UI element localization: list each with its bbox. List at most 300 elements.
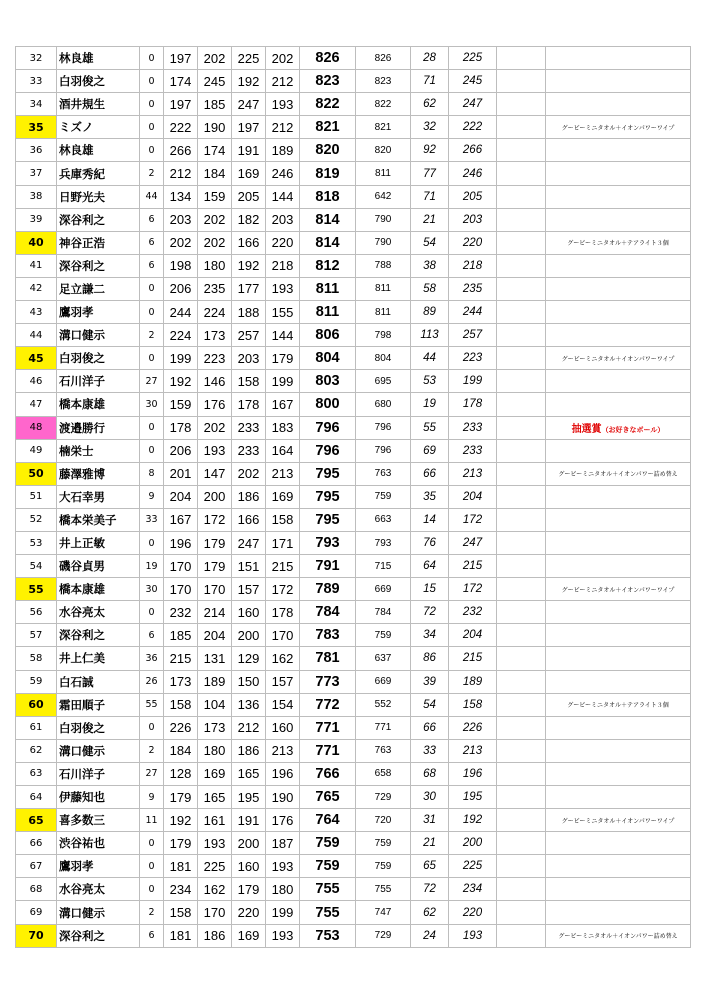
total-cell: 818 [300, 185, 356, 208]
high-game-cell: 213 [449, 462, 497, 485]
value-cell: 58 [411, 277, 449, 300]
game1-cell: 192 [164, 370, 198, 393]
game1-cell: 170 [164, 578, 198, 601]
high-game-cell: 203 [449, 208, 497, 231]
handicap-cell: 9 [140, 485, 164, 508]
handicap-cell: 0 [140, 347, 164, 370]
player-name-cell [57, 901, 140, 924]
total-cell: 811 [300, 301, 356, 324]
value-cell: 39 [411, 670, 449, 693]
prize-cell [546, 832, 691, 855]
rank-cell: 55 [16, 578, 57, 601]
handicap-cell: 0 [140, 832, 164, 855]
game2-cell: 202 [198, 47, 232, 70]
game2-cell: 245 [198, 70, 232, 93]
blank-cell [497, 924, 546, 947]
value-cell: 28 [411, 47, 449, 70]
rank-cell: 60 [16, 693, 57, 716]
game2-cell: 179 [198, 555, 232, 578]
rank-cell: 44 [16, 324, 57, 347]
scratch-cell: 663 [356, 508, 411, 531]
value-cell: 92 [411, 139, 449, 162]
prize-cell [546, 185, 691, 208]
prize-cell [546, 601, 691, 624]
high-game-cell: 158 [449, 693, 497, 716]
blank-cell [497, 208, 546, 231]
results-table [15, 46, 691, 948]
rank-cell: 51 [16, 485, 57, 508]
value-cell: 15 [411, 578, 449, 601]
table-row [16, 531, 691, 554]
game2-cell: 162 [198, 878, 232, 901]
prize-cell [546, 208, 691, 231]
game4-cell: 193 [266, 277, 300, 300]
family-name: 伊藤 [59, 790, 82, 805]
scratch-cell: 793 [356, 531, 411, 554]
total-cell: 795 [300, 462, 356, 485]
game4-cell: 167 [266, 393, 300, 416]
blank-cell [497, 139, 546, 162]
rank-cell: 68 [16, 878, 57, 901]
high-game-cell: 172 [449, 508, 497, 531]
family-name: 橋本 [59, 397, 82, 412]
game1-cell: 185 [164, 624, 198, 647]
total-cell: 784 [300, 601, 356, 624]
game4-cell: 144 [266, 324, 300, 347]
game3-cell: 182 [232, 208, 266, 231]
blank-cell [497, 855, 546, 878]
game1-cell: 174 [164, 70, 198, 93]
game2-cell: 147 [198, 462, 232, 485]
value-cell: 14 [411, 508, 449, 531]
game3-cell: 186 [232, 485, 266, 508]
table-row [16, 116, 691, 139]
game2-cell: 202 [198, 208, 232, 231]
rank-cell: 38 [16, 185, 57, 208]
scratch-cell: 823 [356, 70, 411, 93]
prize-cell [546, 277, 691, 300]
game2-cell: 131 [198, 647, 232, 670]
game4-cell: 162 [266, 647, 300, 670]
game3-cell: 177 [232, 277, 266, 300]
total-cell: 755 [300, 878, 356, 901]
value-cell: 32 [411, 116, 449, 139]
game1-cell: 204 [164, 485, 198, 508]
value-cell: 113 [411, 324, 449, 347]
high-game-cell: 213 [449, 739, 497, 762]
prize-cell: グービーミニタオル＋テアライト３個 [546, 693, 691, 716]
game2-cell: 202 [198, 231, 232, 254]
value-cell: 71 [411, 185, 449, 208]
game4-cell: 193 [266, 93, 300, 116]
player-name-cell [57, 739, 140, 762]
total-cell: 812 [300, 254, 356, 277]
rank-cell: 52 [16, 508, 57, 531]
game3-cell: 160 [232, 855, 266, 878]
handicap-cell: 0 [140, 855, 164, 878]
rank-cell: 35 [16, 116, 57, 139]
player-name-cell [57, 832, 140, 855]
family-name: 深谷 [59, 258, 82, 273]
game3-cell: 225 [232, 47, 266, 70]
blank-cell [497, 70, 546, 93]
handicap-cell: 0 [140, 878, 164, 901]
rank-cell: 43 [16, 301, 57, 324]
given-name: 洋子 [82, 374, 105, 389]
rank-cell: 69 [16, 901, 57, 924]
game4-cell: 196 [266, 762, 300, 785]
rank-cell: 62 [16, 739, 57, 762]
game1-cell: 196 [164, 531, 198, 554]
scratch-cell: 790 [356, 231, 411, 254]
scratch-cell: 669 [356, 578, 411, 601]
game1-cell: 179 [164, 786, 198, 809]
family-name: 石川 [59, 374, 82, 389]
value-cell: 55 [411, 416, 449, 439]
given-name: 正浩 [82, 235, 105, 250]
total-cell: 806 [300, 324, 356, 347]
player-name-cell [57, 716, 140, 739]
player-name-cell [57, 254, 140, 277]
handicap-cell: 0 [140, 70, 164, 93]
high-game-cell: 235 [449, 277, 497, 300]
high-game-cell: 223 [449, 347, 497, 370]
game1-cell: 266 [164, 139, 198, 162]
player-name-cell [57, 578, 140, 601]
given-name: 利之 [82, 628, 105, 643]
prize-cell [546, 855, 691, 878]
blank-cell [497, 116, 546, 139]
scratch-cell: 755 [356, 878, 411, 901]
prize-cell [546, 139, 691, 162]
prize-cell [546, 416, 691, 439]
player-name-cell [57, 601, 140, 624]
high-game-cell: 192 [449, 809, 497, 832]
blank-cell [497, 809, 546, 832]
high-game-cell: 246 [449, 162, 497, 185]
game4-cell: 193 [266, 855, 300, 878]
scratch-cell: 695 [356, 370, 411, 393]
value-cell: 76 [411, 531, 449, 554]
prize-cell [546, 485, 691, 508]
game4-cell: 203 [266, 208, 300, 231]
player-name-cell [57, 162, 140, 185]
rank-cell: 64 [16, 786, 57, 809]
high-game-cell: 222 [449, 116, 497, 139]
family-name: 橋本 [59, 512, 82, 527]
player-name-cell [57, 70, 140, 93]
rank-cell: 56 [16, 601, 57, 624]
rank-cell: 57 [16, 624, 57, 647]
table-row [16, 439, 691, 462]
prize-cell [546, 301, 691, 324]
total-cell: 771 [300, 716, 356, 739]
total-cell: 823 [300, 70, 356, 93]
game2-cell: 179 [198, 531, 232, 554]
table-row [16, 185, 691, 208]
blank-cell [497, 47, 546, 70]
scratch-cell: 720 [356, 809, 411, 832]
handicap-cell: 11 [140, 809, 164, 832]
prize-cell [546, 70, 691, 93]
table-row [16, 786, 691, 809]
blank-cell [497, 462, 546, 485]
handicap-cell: 0 [140, 301, 164, 324]
blank-cell [497, 670, 546, 693]
rank-cell: 41 [16, 254, 57, 277]
handicap-cell: 33 [140, 508, 164, 531]
player-name-cell [57, 301, 140, 324]
value-cell: 62 [411, 901, 449, 924]
total-cell: 783 [300, 624, 356, 647]
game3-cell: 212 [232, 716, 266, 739]
given-name: 孝 [82, 859, 94, 874]
game2-cell: 165 [198, 786, 232, 809]
high-game-cell: 225 [449, 47, 497, 70]
handicap-cell: 2 [140, 739, 164, 762]
blank-cell [497, 762, 546, 785]
game4-cell: 212 [266, 116, 300, 139]
blank-cell [497, 485, 546, 508]
table-row [16, 508, 691, 531]
given-name: 祐也 [82, 836, 105, 851]
high-game-cell: 225 [449, 855, 497, 878]
family-name: 井上 [59, 651, 82, 666]
handicap-cell: 0 [140, 439, 164, 462]
given-name: 知也 [82, 790, 105, 805]
scratch-cell: 747 [356, 901, 411, 924]
blank-cell [497, 393, 546, 416]
table-row [16, 924, 691, 947]
family-name: 白羽 [59, 74, 82, 89]
blank-cell [497, 439, 546, 462]
rank-cell: 50 [16, 462, 57, 485]
total-cell: 803 [300, 370, 356, 393]
given-name: 貞男 [82, 559, 105, 574]
table-row [16, 324, 691, 347]
total-cell: 789 [300, 578, 356, 601]
blank-cell [497, 786, 546, 809]
game2-cell: 176 [198, 393, 232, 416]
value-cell: 72 [411, 601, 449, 624]
prize-cell [546, 439, 691, 462]
table-row [16, 301, 691, 324]
prize-cell: グービーミニタオル＋イオンパワーワイプ [546, 347, 691, 370]
game2-cell: 190 [198, 116, 232, 139]
family-name: 白羽 [59, 351, 82, 366]
family-name: 水谷 [59, 882, 82, 897]
handicap-cell: 30 [140, 393, 164, 416]
total-cell: 793 [300, 531, 356, 554]
game1-cell: 244 [164, 301, 198, 324]
game3-cell: 169 [232, 162, 266, 185]
table-row [16, 555, 691, 578]
scratch-cell: 811 [356, 162, 411, 185]
scratch-cell: 788 [356, 254, 411, 277]
blank-cell [497, 508, 546, 531]
game3-cell: 160 [232, 601, 266, 624]
game1-cell: 198 [164, 254, 198, 277]
total-cell: 821 [300, 116, 356, 139]
handicap-cell: 0 [140, 601, 164, 624]
player-name-cell [57, 393, 140, 416]
rank-cell: 59 [16, 670, 57, 693]
game1-cell: 179 [164, 832, 198, 855]
rank-cell: 48 [16, 416, 57, 439]
rank-cell: 39 [16, 208, 57, 231]
total-cell: 759 [300, 832, 356, 855]
game3-cell: 158 [232, 370, 266, 393]
rank-cell: 49 [16, 439, 57, 462]
scratch-cell: 759 [356, 855, 411, 878]
handicap-cell: 55 [140, 693, 164, 716]
game4-cell: 199 [266, 901, 300, 924]
game4-cell: 215 [266, 555, 300, 578]
player-name-cell [57, 878, 140, 901]
family-name: 酒井 [59, 97, 82, 112]
game2-cell: 204 [198, 624, 232, 647]
value-cell: 31 [411, 809, 449, 832]
game4-cell: 155 [266, 301, 300, 324]
prize-cell [546, 162, 691, 185]
total-cell: 772 [300, 693, 356, 716]
value-cell: 34 [411, 624, 449, 647]
scratch-cell: 729 [356, 924, 411, 947]
given-name: 康雄 [82, 397, 105, 412]
family-name: 溝口 [59, 743, 82, 758]
handicap-cell: 0 [140, 139, 164, 162]
game4-cell: 213 [266, 462, 300, 485]
value-cell: 65 [411, 855, 449, 878]
scratch-cell: 771 [356, 716, 411, 739]
table-row [16, 70, 691, 93]
game3-cell: 205 [232, 185, 266, 208]
game4-cell: 157 [266, 670, 300, 693]
total-cell: 804 [300, 347, 356, 370]
value-cell: 66 [411, 462, 449, 485]
game3-cell: 192 [232, 70, 266, 93]
game4-cell: 187 [266, 832, 300, 855]
player-name-cell [57, 116, 140, 139]
value-cell: 21 [411, 832, 449, 855]
given-name: 利之 [82, 928, 105, 943]
given-name: 良雄 [70, 143, 94, 158]
total-cell: 796 [300, 416, 356, 439]
family-name: 溝口 [59, 328, 82, 343]
game3-cell: 179 [232, 878, 266, 901]
blank-cell [497, 254, 546, 277]
scratch-cell: 796 [356, 439, 411, 462]
game2-cell: 161 [198, 809, 232, 832]
player-name-cell [57, 324, 140, 347]
value-cell: 62 [411, 93, 449, 116]
game2-cell: 223 [198, 347, 232, 370]
game3-cell: 150 [232, 670, 266, 693]
game3-cell: 129 [232, 647, 266, 670]
total-cell: 819 [300, 162, 356, 185]
family-name: 鷹羽 [59, 859, 82, 874]
prize-cell [546, 47, 691, 70]
given-name: 光夫 [82, 189, 105, 204]
game1-cell: 215 [164, 647, 198, 670]
game4-cell: 189 [266, 139, 300, 162]
table-row [16, 693, 691, 716]
high-game-cell: 205 [449, 185, 497, 208]
value-cell: 44 [411, 347, 449, 370]
prize-cell: グービーミニタオル＋イオンパワー詰め替え [546, 462, 691, 485]
high-game-cell: 244 [449, 301, 497, 324]
game1-cell: 203 [164, 208, 198, 231]
prize-cell [546, 647, 691, 670]
game2-cell: 235 [198, 277, 232, 300]
game3-cell: 233 [232, 439, 266, 462]
game4-cell: 246 [266, 162, 300, 185]
player-name-cell [57, 185, 140, 208]
handicap-cell: 2 [140, 324, 164, 347]
family-name: 藤澤 [59, 466, 82, 481]
rank-cell: 61 [16, 716, 57, 739]
game2-cell: 146 [198, 370, 232, 393]
high-game-cell: 247 [449, 93, 497, 116]
table-row [16, 578, 691, 601]
total-cell: 773 [300, 670, 356, 693]
game2-cell: 184 [198, 162, 232, 185]
family-name: 橋本 [59, 582, 82, 597]
family-name: 深谷 [59, 928, 82, 943]
given-name: 栄士 [70, 443, 94, 458]
player-name-cell [57, 693, 140, 716]
game4-cell: 220 [266, 231, 300, 254]
value-cell: 68 [411, 762, 449, 785]
game4-cell: 171 [266, 531, 300, 554]
high-game-cell: 233 [449, 439, 497, 462]
prize-cell [546, 739, 691, 762]
game3-cell: 151 [232, 555, 266, 578]
high-game-cell: 195 [449, 786, 497, 809]
game4-cell: 213 [266, 739, 300, 762]
prize-cell [546, 555, 691, 578]
handicap-cell: 6 [140, 924, 164, 947]
value-cell: 35 [411, 485, 449, 508]
prize-sublabel: （お好きなボール） [601, 426, 665, 435]
value-cell: 86 [411, 647, 449, 670]
value-cell: 33 [411, 739, 449, 762]
scratch-cell: 820 [356, 139, 411, 162]
high-game-cell: 220 [449, 901, 497, 924]
blank-cell [497, 601, 546, 624]
family-name: 溝口 [59, 905, 82, 920]
results-body [16, 47, 691, 948]
game2-cell: 104 [198, 693, 232, 716]
rank-cell: 54 [16, 555, 57, 578]
rank-cell: 40 [16, 231, 57, 254]
handicap-cell: 0 [140, 277, 164, 300]
given-name: 俊之 [82, 351, 105, 366]
game4-cell: 218 [266, 254, 300, 277]
scratch-cell: 729 [356, 786, 411, 809]
family-name: 鷹羽 [59, 305, 82, 320]
game2-cell: 193 [198, 832, 232, 855]
player-name-cell [57, 786, 140, 809]
total-cell: 759 [300, 855, 356, 878]
given-name: 孝 [82, 305, 94, 320]
family-name: 渡邉 [59, 420, 82, 435]
prize-label: 抽選賞 [571, 424, 602, 436]
game1-cell: 224 [164, 324, 198, 347]
player-name-cell [57, 762, 140, 785]
table-row [16, 878, 691, 901]
rank-cell: 53 [16, 531, 57, 554]
